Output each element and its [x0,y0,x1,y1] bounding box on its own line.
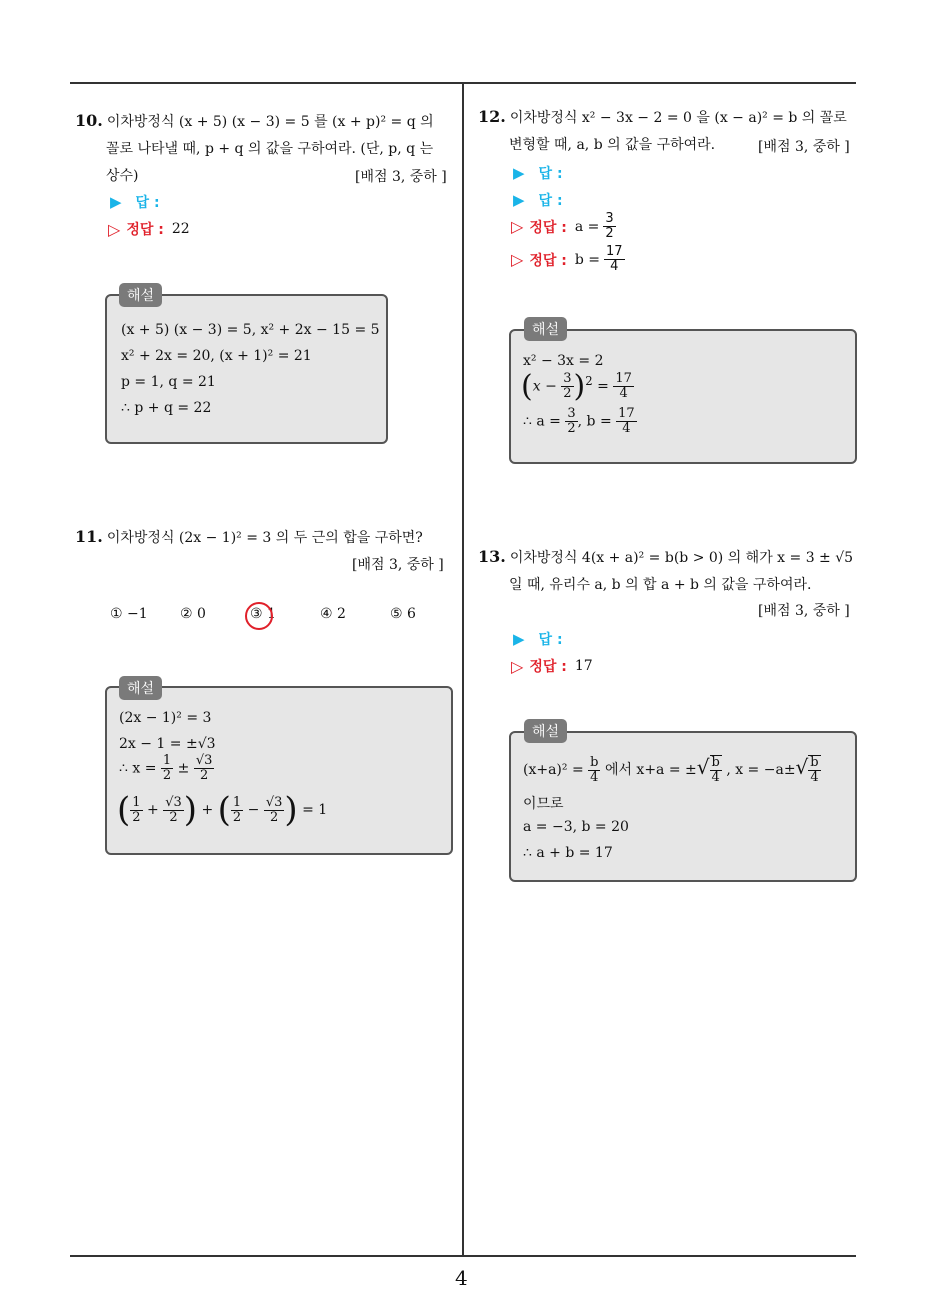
q13-solution-tag: 해설 [524,719,567,743]
fraction: $\frac{b}{4}$ [810,755,819,785]
fraction: $\frac{17}{4}$ [606,244,623,274]
fraction: $\frac{b}{4}$ [711,755,720,785]
solution-line: a = −3, b = 20 [523,819,629,835]
correct-value: 22 [171,221,190,237]
fraction: $\frac{17}{4}$ [618,406,635,436]
bottom-rule [70,1255,856,1257]
q13-line1: 이차방정식 4(x + a)² = b(b > 0) 의 해가 x = 3 ± √5 [509,550,854,566]
answer-label: 답 : [538,166,563,182]
fraction: $\frac{17}{4}$ [615,371,632,401]
fraction: $\frac{1}{2}$ [132,794,141,825]
q12-line1: 이차방정식 x² − 3x − 2 = 0 을 (x − a)² = b 의 꼴로 [509,110,847,126]
q10-solution-box [105,294,388,444]
column-divider [462,82,464,1257]
q12-line2: 변형할 때, a, b 의 값을 구하여라. [509,137,716,153]
choice-3[interactable]: ③ 1 [250,606,276,622]
correct-label: 정답 : [529,659,567,675]
correct-value: 17 [574,658,593,674]
fraction: $\frac{√3}{2}$ [165,794,182,825]
q10-line2: 꼴로 나타낼 때, p + q 의 값을 구하여라. (단, p, q 는 [106,141,434,157]
q11-meta: [배점 3, 중하 ] [352,557,444,573]
q11-solution-tag: 해설 [119,676,162,700]
q13-meta: [배점 3, 중하 ] [758,603,850,619]
q10-line3: 상수) [106,168,139,184]
q12-answer-row-2[interactable] [513,190,563,210]
q11-line1: 이차방정식 (2x − 1)² = 3 의 두 근의 합을 구하면? [106,530,423,546]
choice-1[interactable]: ① −1 [110,606,148,622]
q10-line1: 이차방정식 (x + 5) (x − 3) = 5 를 (x + p)² = q 의 [106,114,434,130]
outline-play-icon: ▷ [511,250,524,269]
choice-2[interactable]: ② 0 [180,606,206,622]
fraction: $\frac{1}{2}$ [232,794,242,825]
solution-line: 2x − 1 = ±√3 [119,736,216,752]
solution-line: ∴ a = $\frac{3}{2}$ , b = $\frac{17}{4}$ [523,406,635,436]
solution-line: (x+a)² = $\frac{b}{4}$ 에서 x+a = ±√ $\frac{b}{4}$ , x = −a±√ $\frac{b}{4}$ [523,754,819,785]
q13-text [478,543,868,599]
page-number: 4 [455,1266,468,1290]
choice-4[interactable]: ④ 2 [320,606,346,622]
answer-label: 답 : [538,193,563,209]
fraction: $\frac{b}{4}$ [590,754,599,785]
q13-line2: 일 때, 유리수 a, b 의 합 a + b 의 값을 구하여라. [509,577,812,593]
play-icon: ▶ [110,193,122,211]
solution-line: ∴ x = $\frac{1}{2}$ ± $\frac{√3}{2}$ [119,753,213,783]
q12-meta: [배점 3, 중하 ] [758,139,850,155]
q10-number: 10. [75,111,103,130]
choice-5[interactable]: ⑤ 6 [390,606,416,622]
play-icon: ▶ [513,164,525,182]
q10-answer-row[interactable] [110,192,160,212]
outline-play-icon: ▷ [511,656,524,676]
solution-line: ( $\frac{1}{2}$ + $\frac{√3}{2}$ ) + ( $\frac{1}{2}$ − $\frac{√3}{2}$ ) = 1 [117,790,328,830]
q13-correct-row [511,656,593,676]
q11-number: 11. [75,527,103,546]
play-icon: ▶ [513,191,525,209]
solution-line: x² + 2x = 20, (x + 1)² = 21 [121,348,312,364]
solution-line: p = 1, q = 21 [121,374,216,390]
q12-solution-box [509,329,857,464]
q12-solution-tag: 해설 [524,317,567,341]
outline-play-icon: ▷ [511,217,524,236]
correct-label: 정답 : [529,252,567,269]
solution-line: 이므로 [523,796,564,812]
correct-label: 정답 : [126,222,164,238]
outline-play-icon: ▷ [108,219,121,239]
q13-answer-row[interactable] [513,629,563,649]
solution-line: ∴ p + q = 22 [121,400,212,416]
q12-correct-row-a: ▷ 정답 : a = $\frac{3}{2}$ [511,211,614,241]
solution-line: (x − $\frac{3}{2}$ )$^2$ = $\frac{17}{4}$ [521,369,632,404]
q11-text [75,523,460,552]
q10-solution-tag: 해설 [119,283,162,307]
play-icon: ▶ [513,630,525,648]
fraction: $\frac{3}{2}$ [567,406,576,436]
q13-solution-box [509,731,857,882]
q13-number: 13. [478,547,506,566]
correct-label: 정답 : [529,219,567,236]
fraction: $\frac{√3}{2}$ [265,794,283,825]
fraction: $\frac{√3}{2}$ [195,753,213,783]
q12-answer-row-1[interactable] [513,163,563,183]
q12-number: 12. [478,107,506,126]
solution-line: x² − 3x = 2 [523,353,604,369]
fraction: $\frac{3}{2}$ [605,211,614,241]
q10-meta: [배점 3, 중하 ] [355,169,447,185]
q11-solution-box [105,686,453,855]
answer-label: 답 : [135,195,160,211]
solution-line: (x + 5) (x − 3) = 5, x² + 2x − 15 = 5 [121,322,380,338]
solution-line: ∴ a + b = 17 [523,845,613,861]
fraction: $\frac{1}{2}$ [162,753,172,783]
fraction: $\frac{3}{2}$ [563,371,572,401]
q10-correct-row [108,219,190,239]
q12-correct-row-b: ▷ 정답 : b = $\frac{17}{4}$ [511,244,623,274]
solution-line: (2x − 1)² = 3 [119,710,212,726]
answer-label: 답 : [538,632,563,648]
selected-answer-circle [245,602,273,630]
